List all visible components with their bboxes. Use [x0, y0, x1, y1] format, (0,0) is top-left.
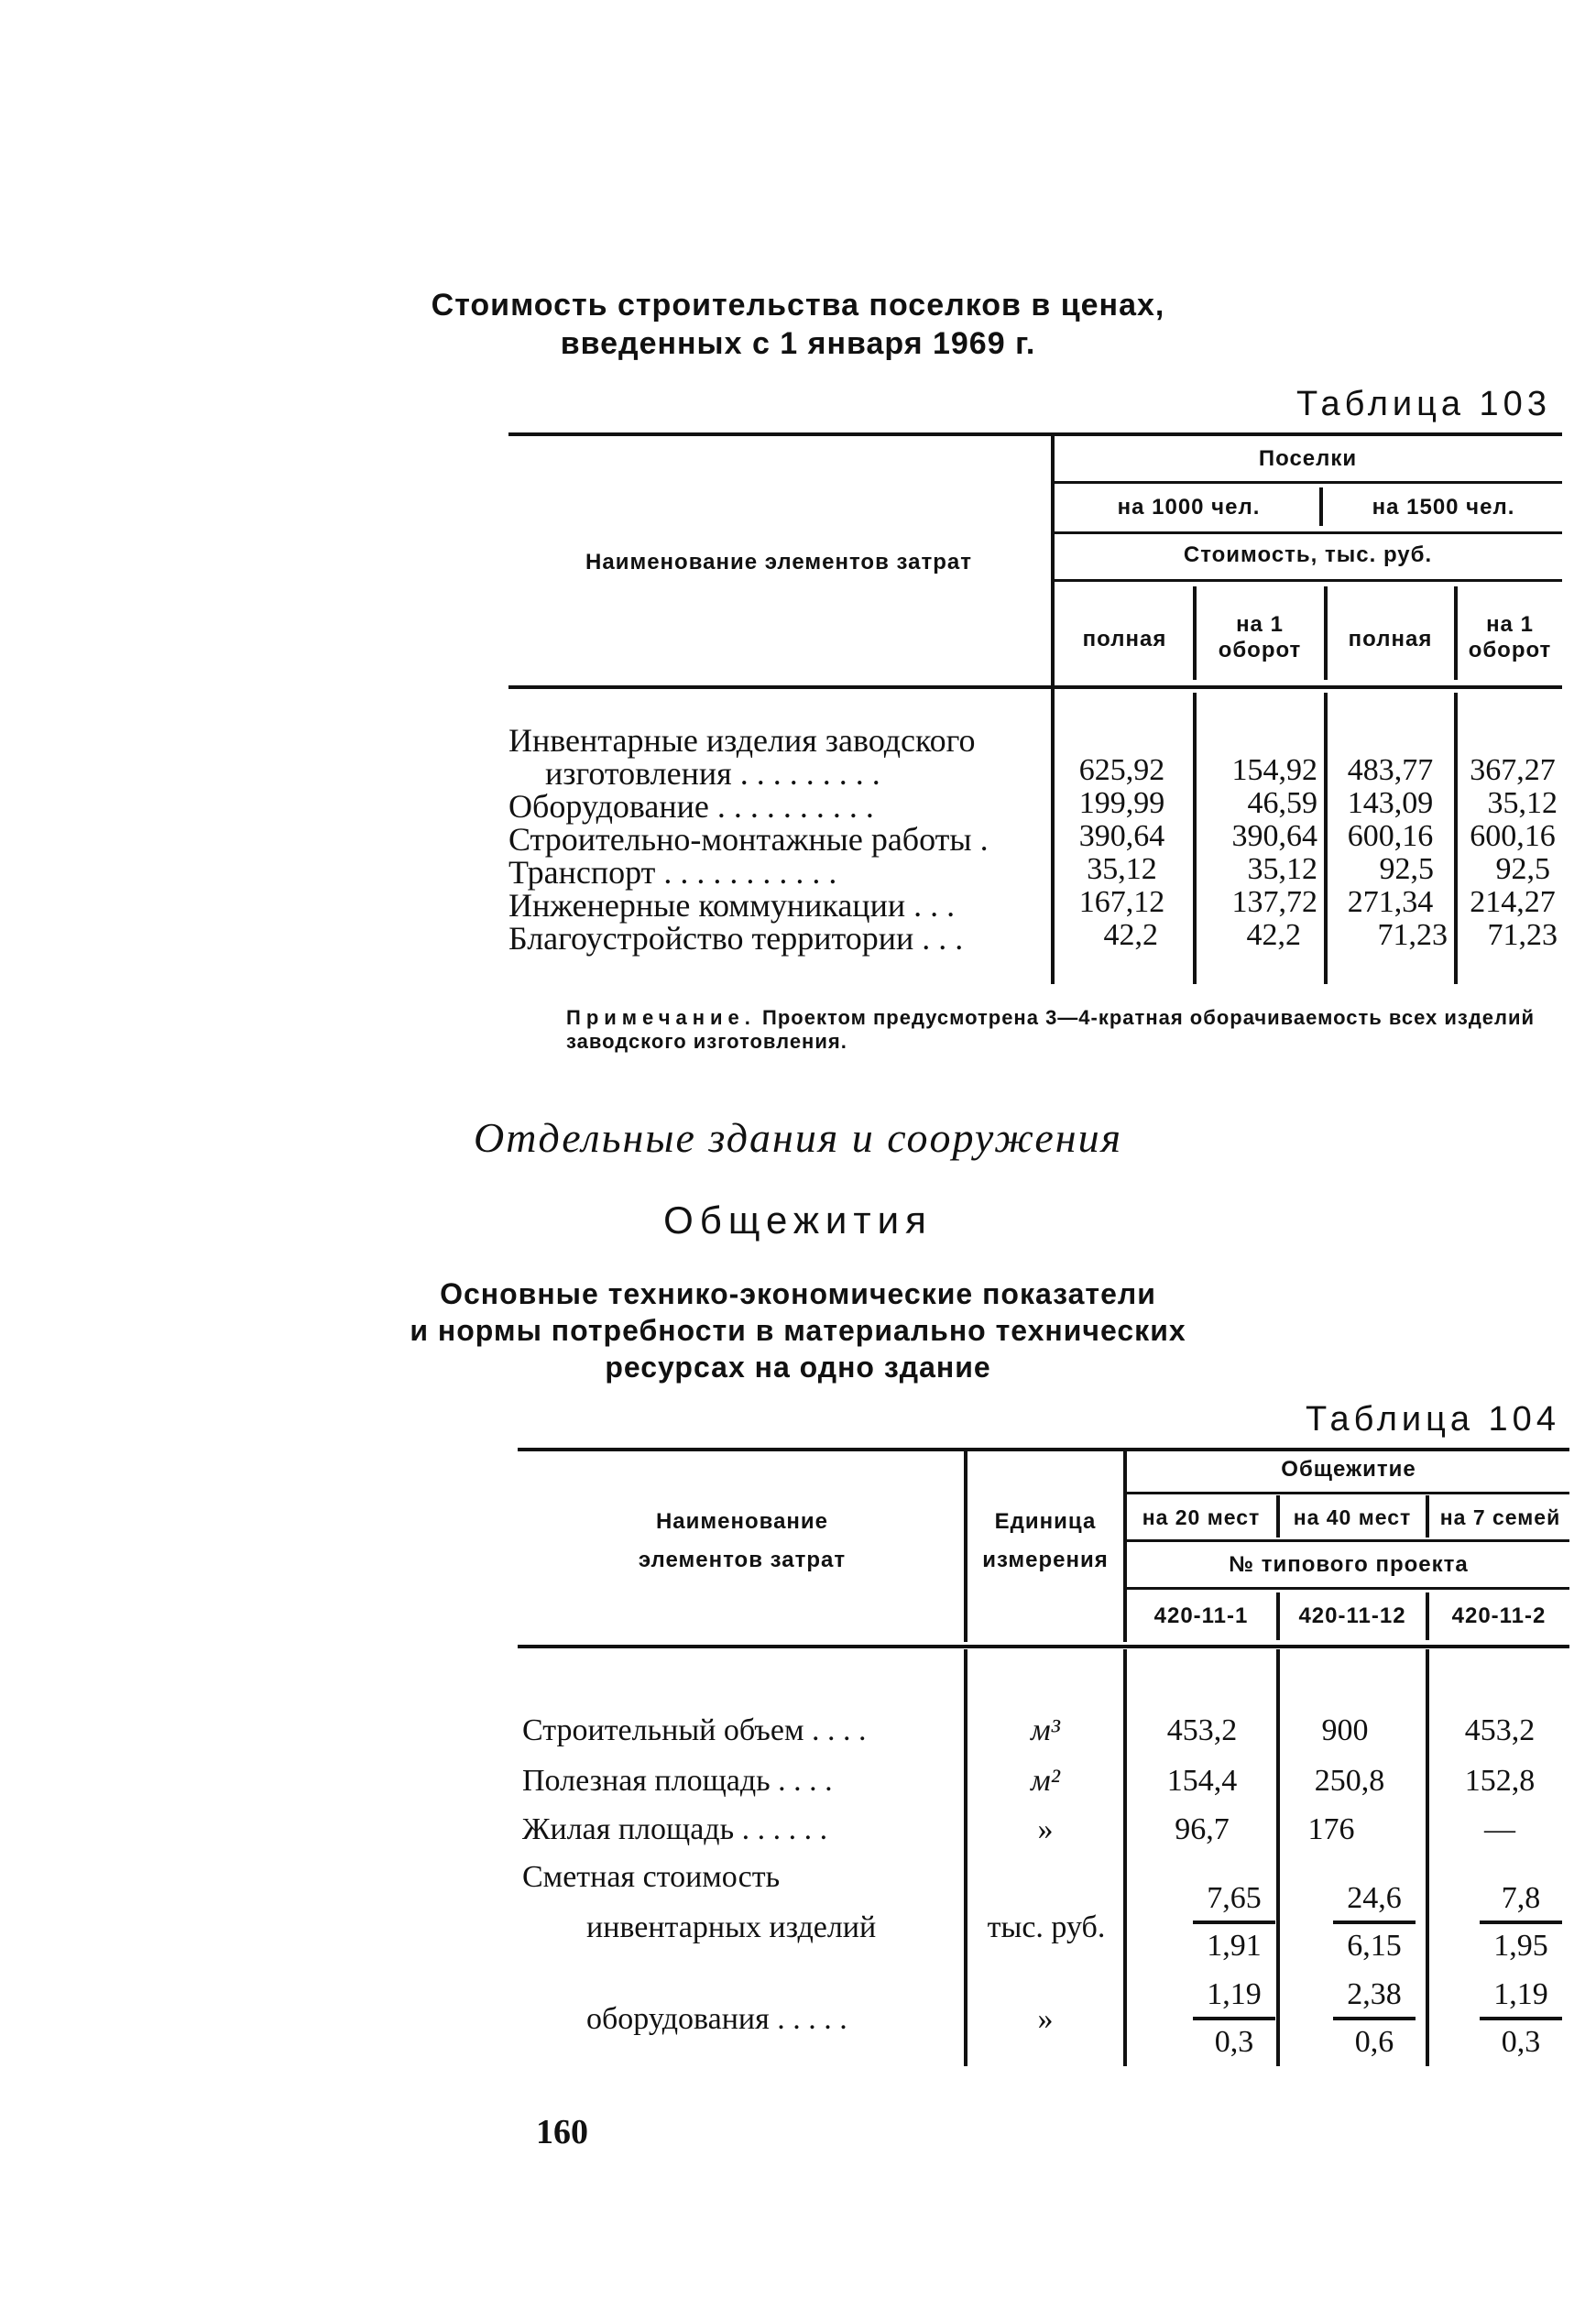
table104-project-header: № типового проекта: [1229, 1552, 1469, 1577]
table103-col-full-1: полная: [1082, 627, 1167, 651]
table103-cell: 390,64: [1231, 819, 1317, 853]
table103-cell: 71,23: [1377, 918, 1448, 952]
table103-cell: 483,77: [1347, 753, 1434, 787]
table103-cost-header: Стоимость, тыс. руб.: [1183, 542, 1433, 567]
table104-cell: 453,2: [1166, 1713, 1238, 1747]
table104-unit: »: [1037, 2002, 1054, 2036]
table103-cell: 167,12: [1078, 885, 1165, 919]
table104-cell: —: [1484, 1812, 1515, 1846]
table103-cell: 137,72: [1231, 885, 1317, 919]
table103-label: Таблица 103: [1296, 385, 1551, 423]
table103-cell: 42,2: [1103, 918, 1158, 952]
table104-p2: 420-11-12: [1298, 1603, 1406, 1628]
table103-cell: 71,23: [1487, 918, 1558, 952]
table104-sub2: на 40 мест: [1293, 1505, 1412, 1529]
table104-fraction: 1,19 0,3: [1470, 1975, 1571, 2063]
table103-cell: 42,2: [1246, 918, 1301, 952]
table104-fraction: 1,19 0,3: [1184, 1975, 1284, 2063]
table103-cell: 600,16: [1470, 819, 1556, 853]
table104-cell: 154,4: [1166, 1764, 1238, 1798]
table103-row-name-3: Транспорт . . . . . . . . . . .: [508, 854, 837, 891]
table104-fraction: 2,38 0,6: [1324, 1975, 1425, 2063]
table103-cell: 199,99: [1078, 786, 1165, 820]
table104-unit-header: Единица измерения: [982, 1509, 1109, 1572]
table103-cell: 625,92: [1078, 753, 1165, 787]
table103-cell: 46,59: [1247, 786, 1317, 820]
table104-fraction: 7,65 1,91: [1184, 1878, 1284, 1966]
table104-unit: м³: [1031, 1713, 1060, 1747]
table104-sub1: на 20 мест: [1142, 1505, 1261, 1529]
table104-row-name-0: Строительный объем . . . .: [522, 1713, 867, 1747]
table103-row-name-5: Благоустройство территории . . .: [508, 920, 964, 957]
table104-title: Основные технико-экономические показатели и нормы потребности в материально технических ресурсах на одно здание: [410, 1277, 1186, 1384]
table104-row-name-2: Жилая площадь . . . . . .: [522, 1812, 828, 1846]
table104-fraction: 7,8 1,95: [1470, 1878, 1571, 1966]
table104-cell: 96,7: [1175, 1812, 1230, 1846]
table104-p3: 420-11-2: [1451, 1603, 1547, 1628]
table104-p1: 420-11-1: [1153, 1603, 1249, 1628]
table103-row-name-2: Строительно-монтажные работы .: [508, 821, 989, 858]
table104-unit: »: [1037, 1812, 1054, 1846]
table103-note: Примечание. Проектом предусмотрена 3—4-кратная оборачиваемость всех изделий заводского изготовления.: [566, 1006, 1536, 1053]
table103-cell: 35,12: [1087, 852, 1157, 886]
table103-cell: 35,12: [1247, 852, 1317, 886]
table103-row-name-1: Оборудование . . . . . . . . . .: [508, 788, 874, 825]
table104-equipment-label: оборудования . . . . .: [586, 2002, 847, 2036]
table104-unit: м²: [1031, 1764, 1060, 1798]
table103-cell: 92,5: [1379, 852, 1434, 886]
table103-row-name-4: Инженерные коммуникации . . .: [508, 887, 956, 924]
table103-cell: 92,5: [1495, 852, 1550, 886]
table103-row-name-0a: Инвентарные изделия заводского: [508, 722, 976, 759]
table104-row-name-1: Полезная площадь . . . .: [522, 1764, 833, 1798]
table104-cost-label: Сметная стоимость: [522, 1860, 781, 1894]
table104-inventory-label: инвентарных изделий: [586, 1910, 877, 1944]
table104-row-header: Наименование элементов затрат: [638, 1509, 847, 1572]
table103-row-name-0b: изготовления . . . . . . . . .: [545, 755, 880, 792]
table104-cell: 900: [1321, 1713, 1369, 1747]
table103-cell: 154,92: [1231, 753, 1317, 787]
table103-col-full-2: полная: [1348, 627, 1433, 651]
table103-cell: 214,27: [1470, 885, 1556, 919]
table103-cell: 367,27: [1470, 753, 1556, 787]
subsection-title: Общежития: [663, 1198, 933, 1242]
table103-title: Стоимость строительства поселков в ценах, введенных с 1 января 1969 г.: [431, 288, 1165, 361]
table104-fraction: 24,6 6,15: [1324, 1878, 1425, 1966]
table104-group-header: Общежитие: [1281, 1457, 1416, 1482]
table104-sub3: на 7 семей: [1439, 1505, 1561, 1529]
table103-col-turn-2: на 1 оборот: [1468, 612, 1552, 662]
table103-group-header: Поселки: [1258, 446, 1358, 471]
table104-cell: 152,8: [1464, 1764, 1536, 1798]
page-number: 160: [536, 2113, 588, 2151]
table104-cell: 250,8: [1314, 1764, 1385, 1798]
table104-cell: 453,2: [1464, 1713, 1536, 1747]
table103-cell: 35,12: [1487, 786, 1558, 820]
table103-cell: 390,64: [1078, 819, 1165, 853]
table103-row-header: Наименование элементов затрат: [585, 550, 972, 575]
table104-cell: 176: [1307, 1812, 1355, 1846]
table103-col-turn-1: на 1 оборот: [1218, 612, 1302, 662]
table103-sub2: на 1500 чел.: [1372, 495, 1515, 520]
table103-sub1: на 1000 чел.: [1117, 495, 1261, 520]
table104-label: Таблица 104: [1306, 1400, 1560, 1439]
table103-cell: 271,34: [1347, 885, 1434, 919]
section-title: Отдельные здания и сооружения: [474, 1114, 1122, 1161]
table103-cell: 600,16: [1347, 819, 1434, 853]
table103-cell: 143,09: [1347, 786, 1434, 820]
table104-unit: тыс. руб.: [987, 1910, 1106, 1944]
